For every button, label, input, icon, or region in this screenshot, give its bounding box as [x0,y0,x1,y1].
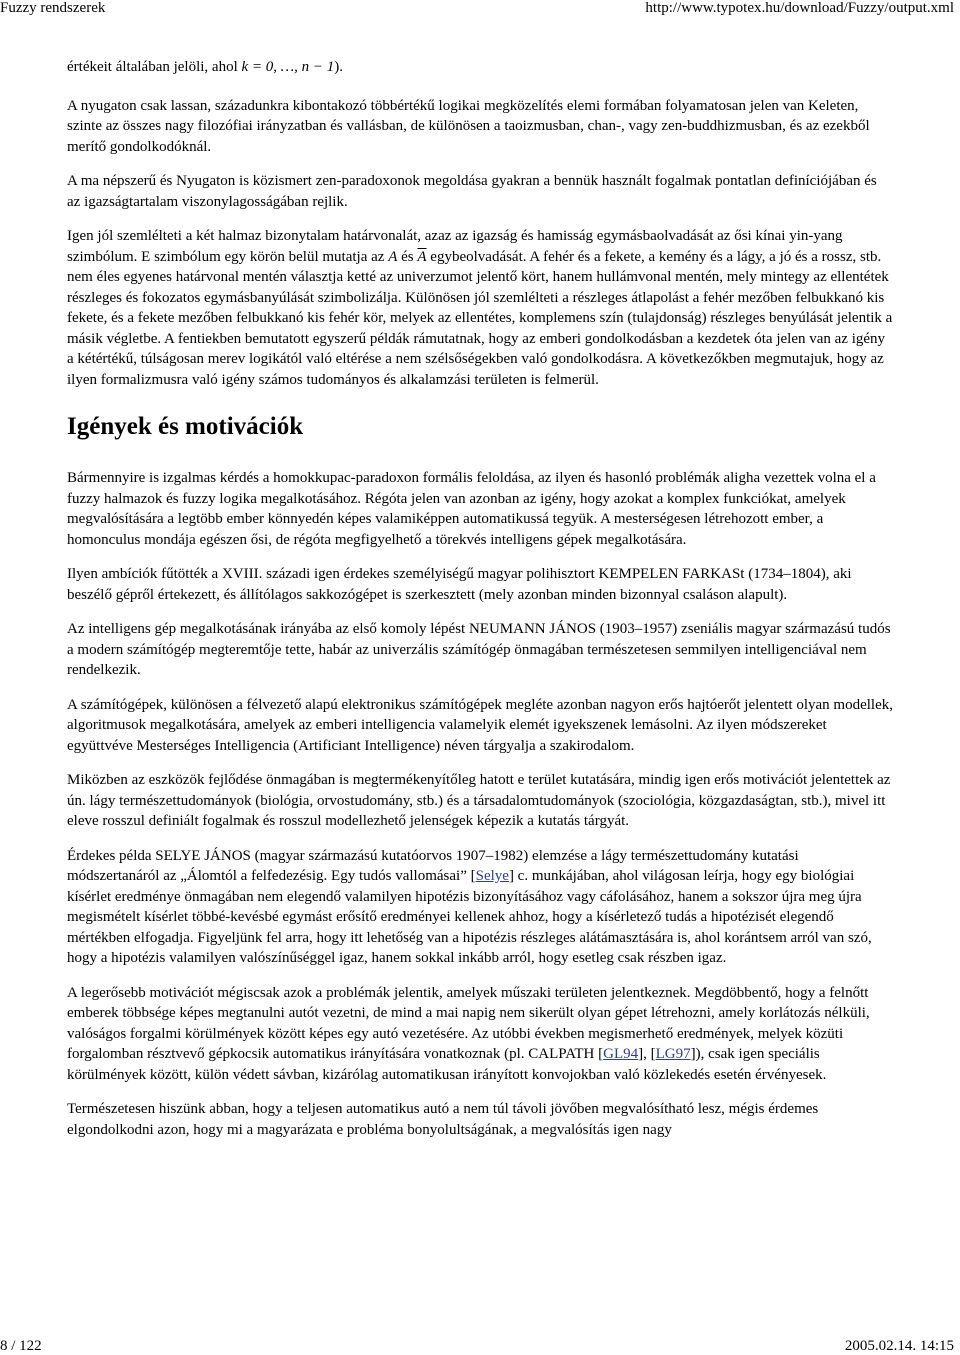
text-run: egybeolvadását. A fehér és a fekete, a kemény és a lágy, a jó és a rossz, stb. nem éles egyenes határvonal mentén választja ketté az univerzumot jelentő kört, hanem hullámvonal mentén, mely mintegy az ellentétek részleges és fokozatos egymásbanyúlását szimbolizálja. Különösen jól szemlélteti a részleges átlapolást a fehér mezőben felbukkanó kis fekete, és a fekete mezőben felbukkanó kis fehér kör, melyek az ellentétes, komplemens szín (tulajdonság) részleges benyúlását jelentik a másik végletbe. A fentiekben bemutatott egyszerű példák rámutatnak, hogy az emberi gondolkodásban a kezdetek óta jelen van az igény a kétértékű, túlságosan merev logikától való eltérése a nem szélsőségekben való gondolkodásra. A következőkben megmutajuk, hogy az ilyen formalizmusra való igény számos tudományos és alkalamzási területen is felmerül. [67,248,893,388]
paragraph-sorites: Bármennyire is izgalmas kérdés a homokkupac-paradoxon formális feloldása, az ilyen és hasonló problémák aligha vezettek volna el a fuzzy halmazok és fuzzy logika megalkotásához. Régóta jelen van azonban az igény, hogy azokat a komplex funkciókat, amelyek megvalósítására a legtöbb ember könnyedén képes valamiképpen automatikussá tegyük. A mesterségesen létrehozott ember, a homonculus mondája egészen ősi, de régóta megfigyelhető a törekvés intelligens gépek megalkotására. [67,470,876,548]
paragraph-ai: A számítógépek, különösen a félvezető alapú elektronikus számítógépek megléte azonban nagyon erős hajtóerőt jelentett olyan modellek, algoritmusok megalkotására, amelyek az emberi intelligencia valamelyik elemét igyekszenek lemásolni. Az ilyen módszereket együttvéve Mesterséges Intelligencia (Artificiant Intelligence) néven tárgyalja a szakirodalom. [67,696,893,754]
document-body [67,57,893,1154]
paragraph-east-logic: A nyugaton csak lassan, századunkra kibontakozó többértékű logikai megközelítés elemi formában folyamatosan jelen van Keleten, szinte az összes nagy filozófiai irányzatban és vallásban, de különösen a taoizmusban, chan-, vagy zen-buddhizmusban, és az ezekből merítő gondolkodóknál. [67,97,870,155]
text-run: ] c. munkájában, ahol világosan leírja, hogy egy biológiai kísérlet eredménye önmagában nem elegendő valamilyen hipotézis bizonyításához vagy cáfolásához, hanem a sokszor újra meg újra megismételt kísérlet többé-kevésbé egymást erősítő eredményei kellenek ahhoz, hogy a kísérletező tudás a hipotézisét elegendő mértékben elfogadja. Figyeljünk fel arra, hogy itt lehetőség van a hipotézis részleges alátámasztására is, ahol korántsem arról van szó, hogy a hipotézis valamilyen valószínűséggel igaz, hanem sokkal inkább arról, hogy esetleg csak részben igaz. [67,868,872,966]
paragraph-yin-yang [67,226,893,390]
text-run: és [397,248,418,265]
text-run: ], [ [638,1046,656,1062]
math-expression: k = 0, …, n − 1 [241,59,335,75]
citation-link-gl94[interactable]: GL94 [603,1046,639,1062]
print-datetime: 2005.02.14. 14:15 [844,1338,954,1354]
paragraph-driving [67,983,893,1086]
paragraph-intro [67,57,893,78]
page-header-url: http://www.typotex.hu/download/Fuzzy/output.xml [645,0,954,16]
section-heading: Igények és motivációk [67,413,304,440]
page-number: 8 / 122 [0,1338,42,1354]
paragraph-autonomous-car: Természetesen hiszünk abban, hogy a teljesen automatikus autó a nem túl távoli jövőben megvalósítható lesz, mégis érdemes elgondolkodni azon, hogy mi a magyarázata e probléma bonyolultságának, a megvalósítás igen nagy [67,1101,819,1138]
citation-link-lg97[interactable]: LG97 [655,1046,691,1062]
text-run: Érdekes példa SELYE JÁNOS (magyar származású kutatóorvos 1907–1982) elemzése a lágy természettudomány kutatási módszertanáról az „Álomtól a felfedezésig. Egy tudós vallomásai” [ [67,847,799,884]
page-header-title: Fuzzy rendszerek [0,0,106,16]
citation-link-selye[interactable]: Selye [475,868,509,884]
paragraph-zen-paradox: A ma népszerű és Nyugaton is közismert zen-paradoxonok megoldása gyakran a bennük használt fogalmak pontatlan definíciójában és az igazságtartalam viszonylagosságában rejlik. [67,173,877,210]
text-run: Igen jól szemlélteti a két halmaz bizonytalam határvonalát, azaz az igazság és hamisság egymásbaolvadását az ősi kínai yin-yang szimbólum. E szimbólum egy körön belül mutatja az [67,228,843,265]
text-run: A legerősebb motivációt mégiscsak azok a problémák jelentik, amelyek műszaki területen jelentkeznek. Megdöbbentő, hogy a felnőtt emberek többsége képes megtanulni autót vezetni, de mind a mai napig nem sikerült olyan gépet létrehozni, amely korlátozás nélküli, valóságos forgalmi körülmények között képes egy autó vezetésére. Az utóbbi években megismerhető eredmények, melyek közüti forgalomban résztvevő gépkocsik automatikus irányítására vonatkoznak (pl. CALPATH [ [67,984,870,1062]
text-run: értékeit általában jelöli, ahol [67,59,242,75]
paragraph-selye [67,846,893,969]
set-a-complement-symbol: $\overline{A}$ [417,248,427,265]
text-run: ). [334,59,344,75]
set-a-symbol: A [388,248,398,265]
paragraph-kempelen: Ilyen ambíciók fűtötték a XVIII. századi igen érdekes személyiségű magyar polihisztort KEMPELEN FARKASt (1734–1804), aki beszélő gépről értekezett, és állítólagos sakkozógépet is szerkesztett (mely azonban minden bizonnyal csaláson alapult). [67,566,852,603]
paragraph-neumann: Az intelligens gép megalkotásának irányába az első komoly lépést NEUMANN JÁNOS (1903–1957) zseniális magyar származású tudós a modern számítógép megteremtője tette, habár az univerzális számítógép önmagában természetesen semmilyen intelligenciával nem rendelkezik. [67,621,891,678]
text-run: ]), csak igen speciális körülmények között, külön védett sávban, kizárólag automatikusan irányított konvojokban való közlekedés esetén érvényesek. [67,1046,827,1083]
paragraph-soft-sciences: Miközben az eszközök fejlődése önmagában is megtermékenyítőleg hatott e terület kutatására, mindig igen erős motivációt jelentettek az ún. lágy természettudományok (biológia, orvostudomány, stb.) és a társadalomtudományok (szociológia, közgazdaságtan, stb.), mivel itt eleve rosszul definiált fogalmak és rosszul modellezhető jelenségek képezik a kutatás tárgyát. [67,772,891,829]
